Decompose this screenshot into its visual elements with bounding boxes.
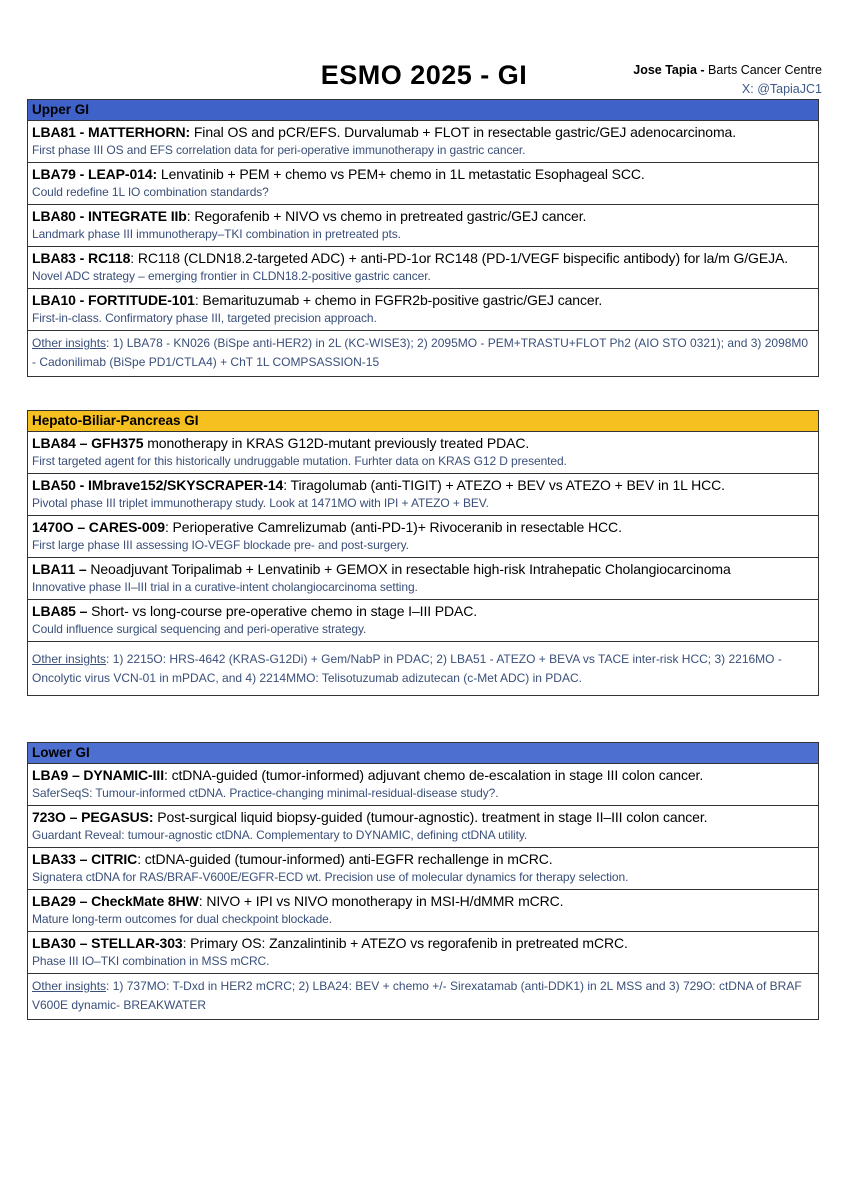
study-id: LBA10 - FORTITUDE-101 (32, 292, 195, 308)
study-note: Phase III IO–TKI combination in MSS mCRC. (32, 954, 270, 968)
study-note: First-in-class. Confirmatory phase III, targeted precision approach. (32, 311, 377, 325)
section-lower-gi (27, 742, 819, 1020)
study-id: LBA29 – CheckMate 8HW (32, 893, 199, 909)
other-insights-text: : 1) 737MO: T-Dxd in HER2 mCRC; 2) LBA24: BEV + chemo +/- Sirexatamab (anti-DDK1) in 2L MSS and 3) 729O: ctDNA of BRAF V600E dynamic- BREAKWATER (32, 979, 802, 1012)
other-insights (28, 331, 818, 376)
other-insights-label: Other insights (32, 336, 107, 350)
section-header: Upper GI (28, 100, 818, 121)
study-text: Neoadjuvant Toripalimab + Lenvatinib + GEMOX in resectable high-risk Intrahepatic Cholangiocarcinoma (86, 561, 731, 577)
other-insights-text: : 1) LBA78 - KN026 (BiSpe anti-HER2) in 2L (KC-WISE3); 2) 2095MO - PEM+TRASTU+FLOT Ph2 (AIO STO 0321); and 3) 2098M0 - Cadonilimab (BiSpe PD1/CTLA4) + ChT 1L COMPSASSION-15 (32, 336, 809, 369)
study-note: Signatera ctDNA for RAS/BRAF-V600E/EGFR-ECD wt. Precision use of molecular dynamics for therapy selection. (32, 870, 629, 884)
study-text: monotherapy in KRAS G12D-mutant previously treated PDAC. (143, 435, 530, 451)
section-header: Hepato-Biliar-Pancreas GI (28, 411, 818, 432)
study-note: First large phase III assessing IO-VEGF blockade pre- and post-surgery. (32, 538, 409, 552)
study-note: First phase III OS and EFS correlation data for peri-operative immunotherapy in gastric cancer. (32, 143, 526, 157)
study-row (28, 890, 818, 932)
study-text: Short- vs long-course pre-operative chemo in stage I–III PDAC. (87, 603, 478, 619)
other-insights-label: Other insights (32, 652, 107, 666)
study-note: SaferSeqS: Tumour-informed ctDNA. Practice-changing minimal-residual-disease study?. (32, 786, 499, 800)
study-note: Innovative phase II–III trial in a curative-intent cholangiocarcinoma setting. (32, 580, 418, 594)
study-id: LBA84 – GFH375 (32, 435, 144, 451)
section-hepato-biliar-pancreas (27, 410, 819, 696)
study-text: : NIVO + IPI vs NIVO monotherapy in MSI-H/dMMR mCRC. (198, 893, 564, 909)
author-name: Jose Tapia - (633, 63, 705, 77)
study-note: First targeted agent for this historically undruggable mutation. Furhter data on KRAS G12 D presented. (32, 454, 567, 468)
study-note: Mature long-term outcomes for dual checkpoint blockade. (32, 912, 332, 926)
author-handle: X: @TapiaJC1 (741, 82, 822, 96)
section-header: Lower GI (28, 743, 818, 764)
study-row (28, 121, 818, 163)
study-row (28, 205, 818, 247)
study-text: : Tiragolumab (anti-TIGIT) + ATEZO + BEV vs ATEZO + BEV in 1L HCC. (283, 477, 725, 493)
study-row (28, 932, 818, 974)
study-id: LBA80 - INTEGRATE IIb (32, 208, 187, 224)
other-insights-label: Other insights (32, 979, 107, 993)
study-text: Post-surgical liquid biopsy-guided (tumour-agnostic). treatment in stage II–III colon cancer. (153, 809, 708, 825)
study-row (28, 806, 818, 848)
other-insights-text: : 1) 2215O: HRS-4642 (KRAS-G12Di) + Gem/NabP in PDAC; 2) LBA51 - ATEZO + BEVA vs TACE inter-risk HCC; 3) 2216MO - Oncolytic virus VCN-01 in mPDAC, and 4) 2214MMO: Telisotuzumab adizutecan (c-Met ADC) in PDAC. (32, 652, 782, 685)
study-row (28, 848, 818, 890)
study-row (28, 163, 818, 205)
study-text: Lenvatinib + PEM + chemo vs PEM+ chemo in 1L metastatic Esophageal SCC. (157, 166, 645, 182)
study-text: : ctDNA-guided (tumour-informed) anti-EGFR rechallenge in mCRC. (137, 851, 553, 867)
study-row (28, 558, 818, 600)
study-note: Pivotal phase III triplet immunotherapy study. Look at 1471MO with IPI + ATEZO + BEV. (32, 496, 489, 510)
other-insights (28, 642, 818, 695)
study-id: LBA11 – (32, 561, 87, 577)
author-affiliation: Barts Cancer Centre (704, 63, 822, 77)
other-insights (28, 974, 818, 1019)
study-text: : RC118 (CLDN18.2-targeted ADC) + anti-PD-1or RC148 (PD-1/VEGF bispecific antibody) for la/m G/GEJA. (130, 250, 789, 266)
study-note: Landmark phase III immunotherapy–TKI combination in pretreated pts. (32, 227, 401, 241)
study-id: LBA50 - IMbrave152/SKYSCRAPER-14 (32, 477, 284, 493)
study-id: LBA83 - RC118 (32, 250, 131, 266)
study-text: : Regorafenib + NIVO vs chemo in pretreated gastric/GEJ cancer. (186, 208, 587, 224)
study-row (28, 289, 818, 331)
study-text: : ctDNA-guided (tumor-informed) adjuvant chemo de-escalation in stage III colon cancer. (164, 767, 704, 783)
study-id: LBA79 - LEAP-014: (32, 166, 158, 182)
study-text: : Bemarituzumab + chemo in FGFR2b-positive gastric/GEJ cancer. (194, 292, 603, 308)
study-note: Could redefine 1L IO combination standards? (32, 185, 269, 199)
study-id: LBA33 – CITRIC (32, 851, 138, 867)
study-text: : Primary OS: Zanzalintinib + ATEZO vs regorafenib in pretreated mCRC. (182, 935, 628, 951)
study-note: Could influence surgical sequencing and peri-operative strategy. (32, 622, 367, 636)
study-id: 723O – PEGASUS: (32, 809, 154, 825)
study-row (28, 516, 818, 558)
study-row (28, 474, 818, 516)
study-id: LBA9 – DYNAMIC-III (32, 767, 164, 783)
study-id: LBA81 - MATTERHORN: (32, 124, 191, 140)
study-row (28, 247, 818, 289)
section-upper-gi (27, 99, 819, 377)
study-row (28, 600, 818, 642)
author-block (633, 61, 822, 99)
study-row (28, 764, 818, 806)
study-note: Novel ADC strategy – emerging frontier in CLDN18.2-positive gastric cancer. (32, 269, 431, 283)
study-note: Guardant Reveal: tumour-agnostic ctDNA. Complementary to DYNAMIC, defining ctDNA utility. (32, 828, 528, 842)
study-id: LBA85 – (32, 603, 88, 619)
study-row (28, 432, 818, 474)
page-title: ESMO 2025 - GI (320, 60, 528, 90)
study-text: Final OS and pCR/EFS. Durvalumab + FLOT in resectable gastric/GEJ adenocarcinoma. (190, 124, 737, 140)
study-id: LBA30 – STELLAR-303 (32, 935, 183, 951)
study-id: 1470O – CARES-009 (32, 519, 165, 535)
study-text: : Perioperative Camrelizumab (anti-PD-1)+ Rivoceranib in resectable HCC. (164, 519, 622, 535)
